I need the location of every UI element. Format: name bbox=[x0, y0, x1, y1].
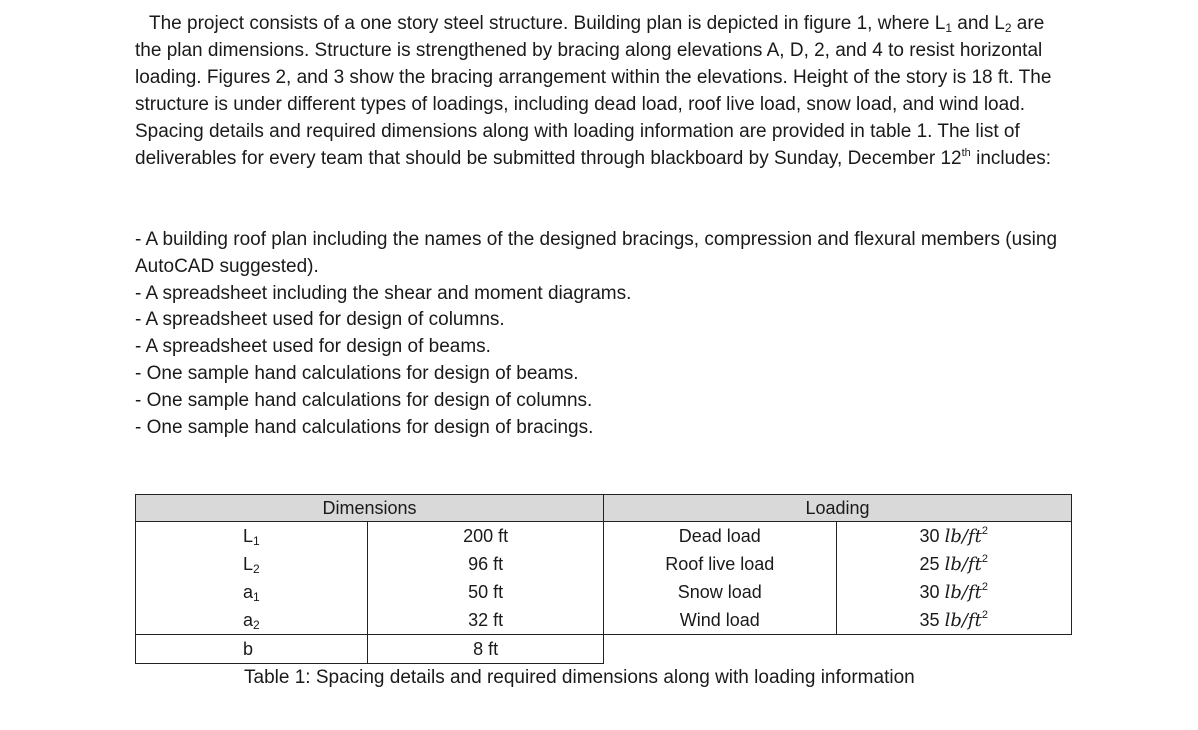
table-row bbox=[136, 635, 604, 664]
table-row bbox=[604, 522, 1072, 551]
dimension-symbol: b bbox=[136, 635, 368, 664]
list-item: - One sample hand calculations for design of beams. bbox=[135, 362, 579, 384]
dimension-symbol: $a_2$ bbox=[136, 606, 368, 635]
load-value: 30 $lb/ft^2$ bbox=[836, 522, 1071, 551]
dimension-value: 50 ft bbox=[368, 578, 604, 606]
dimension-value: 200 ft bbox=[368, 522, 604, 551]
list-item: - A spreadsheet including the shear and moment diagrams. bbox=[135, 282, 632, 304]
list-item: - A spreadsheet used for design of beams. bbox=[135, 336, 491, 358]
dimension-value: 96 ft bbox=[368, 550, 604, 578]
deliverables-list bbox=[135, 227, 1075, 441]
table-caption: Table 1: Spacing details and required dimensions along with loading information bbox=[244, 667, 915, 688]
dimensions-table bbox=[135, 494, 604, 664]
list-item: - A spreadsheet used for design of columns. bbox=[135, 309, 505, 331]
dimension-symbol: $L_2$ bbox=[136, 550, 368, 578]
table-row bbox=[136, 522, 604, 551]
intro-paragraph: The project consists of a one story steel structure. Building plan is depicted in figure 1, where $L_1$ and $L_2$ are the plan dimensions. Structure is strengthened by bracing along elevations A, D, 2, and 4 to resist horizontal loading. Figures 2, and 3 show the bracing arrangement within the elevations. Height of the story is 18 ft. The structure is under different types of loadings, including dead load, roof live load, snow load, and wind load. Spacing details and required dimensions along with loading information are provided in table 1. The list of deliverables for every team that should be submitted through blackboard by Sunday, December 12th includes: bbox=[135, 13, 1052, 169]
loading-header: Loading bbox=[604, 495, 1072, 522]
dimension-value: 32 ft bbox=[368, 606, 604, 635]
load-value: 25 $lb/ft^2$ bbox=[836, 550, 1071, 578]
load-name: Snow load bbox=[604, 578, 837, 606]
table-row bbox=[604, 578, 1072, 606]
table-row bbox=[136, 550, 604, 578]
dimensions-header: Dimensions bbox=[136, 495, 604, 522]
table-row bbox=[136, 578, 604, 606]
loading-table bbox=[603, 494, 1072, 635]
load-name: Dead load bbox=[604, 522, 837, 551]
table-row bbox=[604, 550, 1072, 578]
load-name: Wind load bbox=[604, 606, 837, 635]
dimension-symbol: $a_1$ bbox=[136, 578, 368, 606]
load-value: 30 $lb/ft^2$ bbox=[836, 578, 1071, 606]
table-row bbox=[136, 606, 604, 635]
dimension-value: 8 ft bbox=[368, 635, 604, 664]
table-row bbox=[604, 606, 1072, 635]
list-item: - One sample hand calculations for design of columns. bbox=[135, 389, 593, 411]
load-name: Roof live load bbox=[604, 550, 837, 578]
load-value: 35 $lb/ft^2$ bbox=[836, 606, 1071, 635]
dimension-symbol: $L_1$ bbox=[136, 522, 368, 551]
list-item: - A building roof plan including the names of the designed bracings, compression and flexural members (using AutoCAD suggested). bbox=[135, 229, 1058, 277]
list-item: - One sample hand calculations for design of bracings. bbox=[135, 416, 594, 438]
